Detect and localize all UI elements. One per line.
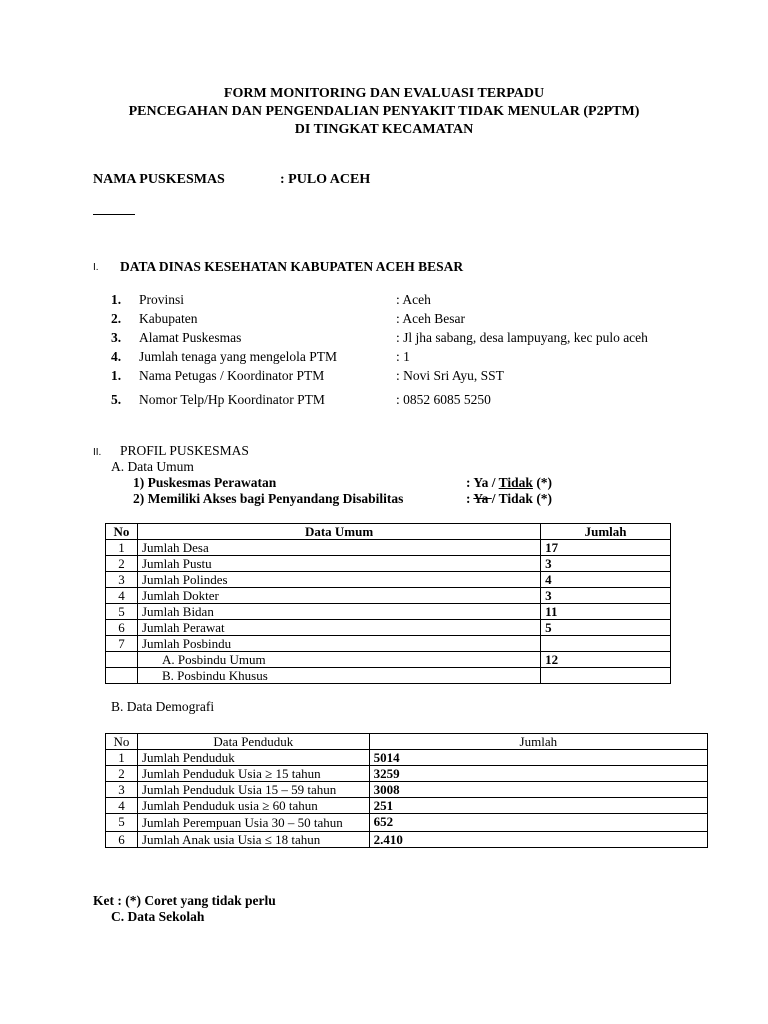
cell-label: B. Posbindu Khusus: [137, 668, 540, 684]
cell-no: 3: [106, 782, 138, 798]
list-item-value: : 0852 6085 5250: [396, 392, 491, 407]
list-item-value: : 1: [396, 349, 410, 364]
ket-note: Ket : (*) Coret yang tidak perlu: [93, 893, 276, 908]
cell-no: [106, 652, 138, 668]
list-item-label: Alamat Puskesmas: [139, 330, 242, 345]
cell-value: [541, 668, 671, 684]
subsection-b-title: B. Data Demografi: [111, 699, 215, 714]
header-jumlah: Jumlah: [541, 524, 671, 540]
list-item-value: : Novi Sri Ayu, SST: [396, 368, 504, 383]
cell-label: Jumlah Penduduk usia ≥ 60 tahun: [137, 798, 369, 814]
cell-value: 12: [541, 652, 671, 668]
subsection-a-title: A. Data Umum: [111, 459, 194, 474]
cell-label: Jumlah Polindes: [137, 572, 540, 588]
cell-value: [541, 636, 671, 652]
section2-title: PROFIL PUSKESMAS: [120, 443, 249, 458]
header-data-umum: Data Umum: [137, 524, 540, 540]
question-perawatan-answer: [466, 475, 552, 491]
answer-tidak: Tidak: [498, 475, 533, 490]
cell-no: [106, 668, 138, 684]
cell-label: Jumlah Penduduk Usia ≥ 15 tahun: [137, 766, 369, 782]
list-item-label: Jumlah tenaga yang mengelola PTM: [139, 349, 337, 364]
table-row: [106, 798, 708, 814]
header-no: No: [106, 734, 138, 750]
question-perawatan: 1) Puskesmas Perawatan: [133, 475, 277, 490]
list-item-number: 1.: [111, 292, 122, 307]
cell-label: Jumlah Pustu: [137, 556, 540, 572]
answer-ya: Ya /: [473, 475, 496, 490]
cell-label: Jumlah Bidan: [137, 604, 540, 620]
cell-no: 2: [106, 556, 138, 572]
answer-ya: Ya: [473, 491, 492, 506]
cell-no: 4: [106, 798, 138, 814]
list-item-label: Nama Petugas / Koordinator PTM: [139, 368, 325, 383]
puskesmas-value: : PULO ACEH: [280, 172, 371, 187]
list-item-value: : Aceh: [396, 292, 431, 307]
table-header-row: [106, 734, 708, 750]
cell-value: 3008: [369, 782, 707, 798]
cell-label: Jumlah Dokter: [137, 588, 540, 604]
cell-no: 1: [106, 750, 138, 766]
question-disabilitas: 2) Memiliki Akses bagi Penyandang Disabilitas: [133, 491, 404, 506]
table-row: [106, 636, 671, 652]
cell-value: 17: [541, 540, 671, 556]
section2-number: II.: [93, 447, 102, 458]
cell-label: Jumlah Desa: [137, 540, 540, 556]
cell-no: 4: [106, 588, 138, 604]
subsection-c-title: C. Data Sekolah: [111, 909, 205, 924]
cell-value: 5: [541, 620, 671, 636]
list-item-label: Nomor Telp/Hp Koordinator PTM: [139, 392, 325, 407]
list-item-number: 5.: [111, 392, 122, 407]
cell-no: 5: [106, 604, 138, 620]
cell-no: 6: [106, 832, 138, 848]
cell-value: 5014: [369, 750, 707, 766]
cell-label: Jumlah Perawat: [137, 620, 540, 636]
answer-colon: :: [466, 491, 471, 506]
table-row: [106, 782, 708, 798]
section1-number: I.: [93, 262, 99, 273]
header-no: No: [106, 524, 138, 540]
table-row: [106, 588, 671, 604]
answer-note: (*): [536, 491, 553, 506]
cell-label: Jumlah Penduduk: [137, 750, 369, 766]
list-item-label: Provinsi: [139, 292, 185, 307]
puskesmas-label: NAMA PUSKESMAS: [93, 172, 225, 187]
cell-value: 652: [369, 814, 707, 832]
table-row: [106, 604, 671, 620]
answer-tidak: / Tidak: [491, 491, 533, 506]
cell-value: 3259: [369, 766, 707, 782]
divider-short: [93, 214, 135, 215]
cell-value: 3: [541, 588, 671, 604]
table-row: [106, 750, 708, 766]
cell-no: 2: [106, 766, 138, 782]
cell-value: 11: [541, 604, 671, 620]
data-demografi-table: [105, 733, 708, 848]
table-header-row: [106, 524, 671, 540]
cell-label: Jumlah Penduduk Usia 15 – 59 tahun: [137, 782, 369, 798]
cell-no: 7: [106, 636, 138, 652]
list-item-value: : Jl jha sabang, desa lampuyang, kec pulo aceh: [396, 330, 648, 345]
table-row: [106, 832, 708, 848]
cell-label: Jumlah Anak usia Usia ≤ 18 tahun: [137, 832, 369, 848]
cell-label: Jumlah Perempuan Usia 30 – 50 tahun: [137, 814, 369, 832]
table-row: [106, 620, 671, 636]
header-data-penduduk: Data Penduduk: [137, 734, 369, 750]
cell-value: 2.410: [369, 832, 707, 848]
answer-note: (*): [536, 475, 553, 490]
table-row: [106, 814, 708, 832]
cell-label: Jumlah Posbindu: [137, 636, 540, 652]
list-item-label: Kabupaten: [139, 311, 198, 326]
cell-no: 5: [106, 814, 138, 832]
table-row: [106, 540, 671, 556]
table-row: [106, 668, 671, 684]
cell-no: 1: [106, 540, 138, 556]
header-jumlah: Jumlah: [369, 734, 707, 750]
cell-value: 3: [541, 556, 671, 572]
table-row: [106, 572, 671, 588]
table-row: [106, 652, 671, 668]
cell-label: A. Posbindu Umum: [137, 652, 540, 668]
cell-no: 6: [106, 620, 138, 636]
cell-no: 3: [106, 572, 138, 588]
question-disabilitas-answer: [466, 491, 552, 507]
list-item-number: 4.: [111, 349, 122, 364]
answer-colon: :: [466, 475, 471, 490]
cell-value: 251: [369, 798, 707, 814]
table-row: [106, 766, 708, 782]
list-item-number: 2.: [111, 311, 122, 326]
form-title-line1: FORM MONITORING DAN EVALUASI TERPADU: [223, 86, 545, 101]
list-item-value: : Aceh Besar: [396, 311, 465, 326]
form-title-line2: PENCEGAHAN DAN PENGENDALIAN PENYAKIT TIDAK MENULAR (P2PTM): [128, 104, 640, 119]
form-title-line3: DI TINGKAT KECAMATAN: [294, 122, 474, 137]
data-umum-table: [105, 523, 671, 684]
list-item-number: 3.: [111, 330, 122, 345]
section1-title: DATA DINAS KESEHATAN KABUPATEN ACEH BESAR: [120, 259, 464, 274]
list-item-number: 1.: [111, 368, 122, 383]
table-row: [106, 556, 671, 572]
cell-value: 4: [541, 572, 671, 588]
